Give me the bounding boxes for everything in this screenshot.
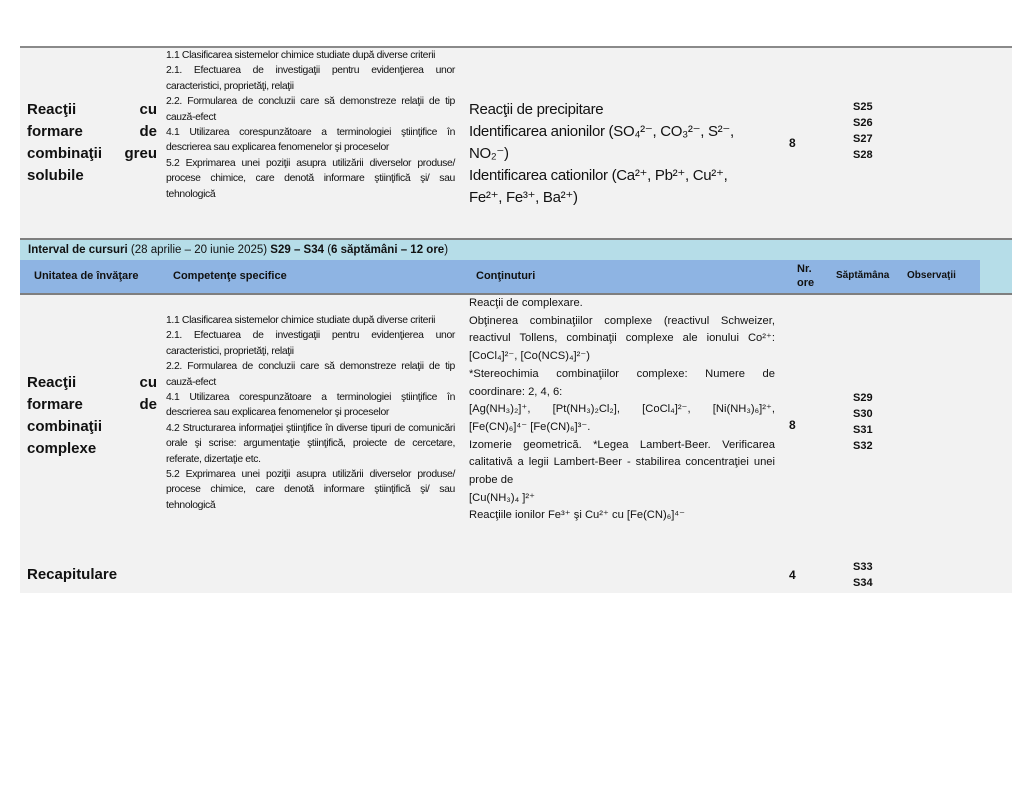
competency-item: 5.2 Exprimarea unei poziţii asupra utilizării diverselor produse/ procese chimice, care denotă informare ştiinţifică şi/ sau tehnologică — [166, 157, 455, 200]
competencies-list — [166, 48, 455, 202]
hours-value: 8 — [789, 136, 796, 150]
interval-weeks: S29 – S34 — [270, 244, 325, 256]
competency-item: 2.1. Efectuarea de investigaţii pentru evidenţierea unor caracteristici, proprietăţi, relaţii — [166, 65, 455, 92]
week-item: S28 — [853, 149, 873, 161]
week-item: S34 — [853, 577, 873, 589]
week-item: S30 — [853, 408, 873, 420]
week-item: S31 — [853, 424, 873, 436]
competency-item: 4.2 Structurarea informaţiei ştiinţifice în diverse tipuri de comunicări orale şi scrise: argumentaţie ştiinţifică, proiecte de cercetare, referate, dizertaţie etc. — [166, 422, 455, 465]
competency-item: 1.1 Clasificarea sistemelor chimice studiate după diverse criterii — [166, 50, 436, 61]
header-competencies: Competenţe specifice — [173, 270, 287, 282]
content-item: Izomerie geometrică. *Legea Lambert-Beer. Verificarea calitativă a legii Lambert-Beer - stabilirea concentraţiei unei probe de — [469, 438, 775, 487]
unit-title: Reacţii cu formare de combinaţii greu solubile — [27, 101, 157, 184]
competencies-list — [166, 313, 455, 513]
header-unit: Unitatea de învăţare — [34, 270, 139, 282]
interval-label: Interval de cursuri — [28, 244, 128, 256]
week-item: S25 — [853, 101, 873, 113]
competency-item: 4.1 Utilizarea corespunzătoare a terminologiei ştiinţifice în descrierea sau explicarea fenomenelor şi proceselor — [166, 392, 455, 419]
hours-value: 4 — [789, 568, 796, 582]
competency-item: 2.2. Formularea de concluzii care să demonstreze relaţii de tip cauză-efect — [166, 96, 455, 123]
content-item: [Ag(NH₃)₂]⁺, [Pt(NH₃)₂Cl₂], [CoCl₄]²⁻, [Ni(NH₃)₆]²⁺, [Fe(CN)₆]⁴⁻ [Fe(CN)₆]³⁻. — [469, 403, 775, 433]
content-item: Reacţii de complexare. — [469, 297, 583, 309]
course-interval-bar — [20, 238, 1012, 260]
unit-title: Recapitulare — [27, 566, 118, 583]
weeks-list — [853, 99, 873, 163]
header-week: Săptămâna — [836, 270, 890, 281]
interval-duration: 6 săptămâni – 12 ore — [331, 244, 445, 256]
weeks-list — [853, 559, 873, 591]
competency-item: 4.1 Utilizarea corespunzătoare a terminologiei ştiinţifice în descrierea sau explicarea fenomenelor şi proceselor — [166, 127, 455, 154]
competency-item: 5.2 Exprimarea unei poziţii asupra utilizării diverselor produse/ procese chimice, care denotă informare ştiinţifică şi/ sau tehnologică — [166, 469, 455, 511]
content-item: Identificarea anionilor (SO₄²⁻, CO₃²⁻, S²⁻, NO₂⁻) — [469, 123, 734, 162]
competency-item: 1.1 Clasificarea sistemelor chimice studiate după diverse criterii — [166, 315, 436, 326]
contents-list — [469, 99, 759, 209]
header-contents: Conţinuturi — [476, 270, 536, 282]
interval-paren: ) — [444, 244, 449, 256]
content-item: [Cu(NH₃)₄ ]²⁺ — [469, 491, 535, 504]
header-filler — [980, 260, 1012, 295]
interval-paren: ( — [324, 244, 332, 256]
hours-value: 8 — [789, 418, 796, 432]
content-item: Obţinerea combinaţiilor complexe (reactivul Schweizer, reactivul Tollens, combinaţii complexe ale ionului Co²⁺: [CoCl₄]²⁻, [Co(NCS)₄]²⁻) — [469, 314, 775, 363]
competency-item: 2.1. Efectuarea de investigaţii pentru evidenţierea unor caracteristici, proprietăţi, relaţii — [166, 330, 455, 357]
header-notes: Observaţii — [907, 270, 956, 281]
interval-dates: (28 aprilie – 20 iunie 2025) — [127, 244, 271, 256]
content-item: Identificarea cationilor (Ca²⁺, Pb²⁺, Cu²⁺, Fe²⁺, Fe³⁺, Ba²⁺) — [469, 167, 728, 206]
week-item: S27 — [853, 133, 873, 145]
week-item: S32 — [853, 440, 873, 452]
week-item: S26 — [853, 117, 873, 129]
competency-item: 2.2. Formularea de concluzii care să demonstreze relaţii de tip cauză-efect — [166, 361, 455, 388]
content-item: Reacţiile ionilor Fe³⁺ şi Cu²⁺ cu [Fe(CN)₆]⁴⁻ — [469, 509, 686, 522]
table-header — [20, 260, 980, 295]
content-item: *Stereochimia combinaţiilor complexe: Numere de coordinare: 2, 4, 6: — [469, 367, 775, 398]
weeks-list — [853, 390, 873, 454]
week-item: S29 — [853, 392, 873, 404]
unit-title: Reacţii cu formare de combinaţii complexe — [27, 374, 157, 457]
contents-list — [469, 295, 775, 525]
header-hours: Nr. ore — [797, 263, 815, 289]
content-item: Reacţii de precipitare — [469, 101, 604, 118]
week-item: S33 — [853, 561, 873, 573]
